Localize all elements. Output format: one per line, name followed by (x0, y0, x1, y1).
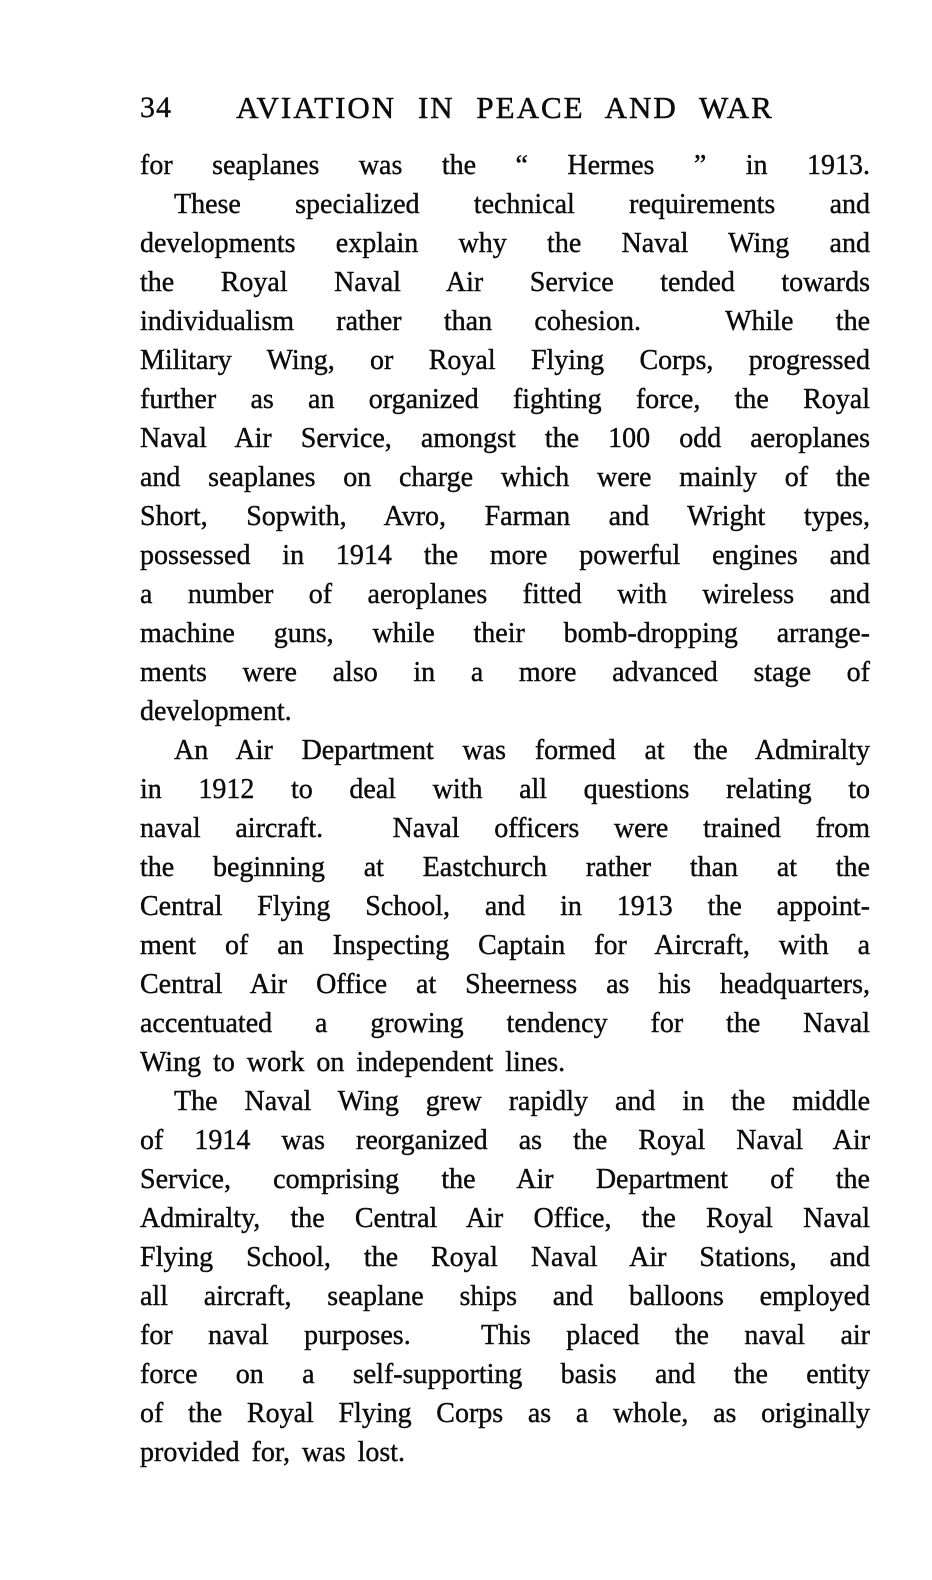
text-line: ments were also in a more advanced stage of (140, 657, 870, 688)
page-number: 34 (140, 91, 172, 124)
text-line: of 1914 was reorganized as the Royal Naval Air (140, 1125, 870, 1156)
text-line: naval aircraft. Naval officers were trained from (140, 813, 870, 844)
text-line: force on a self-supporting basis and the entity (140, 1359, 870, 1390)
text-line: the Royal Naval Air Service tended towards (140, 267, 870, 298)
text-line: and seaplanes on charge which were mainly of the (140, 462, 870, 493)
text-line: An Air Department was formed at the Admiralty (174, 735, 870, 766)
text-line: developments explain why the Naval Wing and (140, 228, 870, 259)
text-line: accentuated a growing tendency for the Naval (140, 1008, 870, 1039)
text-line: of the Royal Flying Corps as a whole, as originally (140, 1398, 870, 1429)
text-line: for seaplanes was the “ Hermes ” in 1913. (140, 150, 870, 181)
text-line: Service, comprising the Air Department of the (140, 1164, 870, 1195)
page-header (140, 87, 870, 129)
text-line: Central Flying School, and in 1913 the appoint- (140, 891, 870, 922)
text-line: a number of aeroplanes fitted with wireless and (140, 579, 870, 610)
text-line: possessed in 1914 the more powerful engines and (140, 540, 870, 571)
text-line: machine guns, while their bomb-dropping arrange- (140, 618, 870, 649)
body-text (140, 146, 870, 1472)
text-line: in 1912 to deal with all questions relating to (140, 774, 870, 805)
text-line: development. (140, 696, 292, 727)
text-line: Admiralty, the Central Air Office, the Royal Naval (140, 1203, 870, 1234)
text-line: provided for, was lost. (140, 1437, 406, 1468)
text-line: These specialized technical requirements and (174, 189, 870, 220)
text-line: the beginning at Eastchurch rather than at the (140, 852, 870, 883)
text-line: ment of an Inspecting Captain for Aircraft, with a (140, 930, 870, 961)
text-line: for naval purposes. This placed the naval air (140, 1320, 870, 1351)
text-line: Wing to work on independent lines. (140, 1047, 566, 1078)
text-line: individualism rather than cohesion. While the (140, 306, 870, 337)
text-line: Military Wing, or Royal Flying Corps, progressed (140, 345, 870, 376)
running-title: AVIATION IN PEACE AND WAR (236, 90, 774, 125)
text-line: Short, Sopwith, Avro, Farman and Wright types, (140, 501, 870, 532)
text-line: Naval Air Service, amongst the 100 odd aeroplanes (140, 423, 870, 454)
text-line: The Naval Wing grew rapidly and in the middle (174, 1086, 870, 1117)
text-line: further as an organized fighting force, the Royal (140, 384, 870, 415)
text-line: Central Air Office at Sheerness as his headquarters, (140, 969, 870, 1000)
text-line: all aircraft, seaplane ships and balloons employed (140, 1281, 870, 1312)
text-line: Flying School, the Royal Naval Air Stations, and (140, 1242, 870, 1273)
